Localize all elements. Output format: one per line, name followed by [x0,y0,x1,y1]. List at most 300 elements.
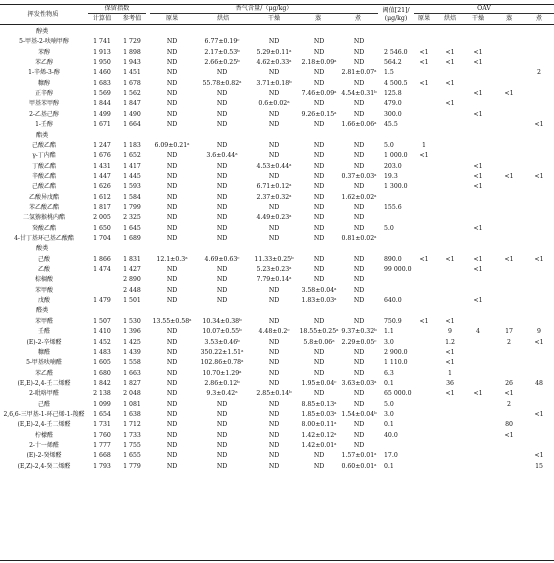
cell-oav-dry: <1 [473,224,483,232]
cell-content-raw: ND [166,338,178,346]
cell-compound: 苯乙醇 [34,59,53,67]
cell-content-roast: ND [216,431,228,439]
cell-content-dry: ND [268,462,280,470]
cell-ri-ref: 1 847 [123,100,141,108]
cell-compound: 1-辛烯-3-醇 [28,69,60,77]
header-method-dry: 干燥 [267,15,281,22]
cell-content-boil: ND [353,59,365,67]
cell-oav-roast: 9 [448,328,452,336]
cell-content-boil: ND [353,203,365,211]
cell-content-roast: 350.22±1.51ᵃ [200,348,244,356]
cell-ri-ref: 1 451 [123,69,141,77]
cell-oav-raw: <1 [419,59,429,67]
cell-content-dry: 5.29±0.11ᵃ [256,48,292,56]
cell-compound: (E,Z)-2,4-癸二烯醛 [17,462,71,470]
cell-content-steam: ND [313,452,325,460]
cell-ri-ref: 1 733 [123,431,141,439]
cell-content-steam: ND [313,203,325,211]
cell-content-raw: ND [166,276,178,284]
header-ri-calc: 计算值 [92,15,112,22]
cell-compound: 乙酸 [37,266,50,274]
cell-oav-roast: <1 [445,59,455,67]
cell-content-steam: ND [313,100,325,108]
cell-threshold: 2 900.0 [384,348,408,356]
cell-content-raw: ND [166,162,178,170]
header-bottom-rule [0,24,554,25]
cell-oav-boil: <1 [534,172,544,180]
cell-threshold: 125.8 [384,90,402,98]
cell-ri-ref: 1 562 [123,90,141,98]
cell-content-boil: 1.66±0.06ᵃ [341,121,377,129]
cell-ri-ref: 1 755 [123,442,141,449]
cell-content-roast: 3.6±0.44ᵃ [206,152,238,160]
cell-content-roast: 4.69±0.63ᶜ [204,255,240,263]
cell-content-steam: ND [313,348,325,356]
cell-content-raw: ND [166,172,178,180]
cell-content-boil: ND [353,224,365,232]
cell-ri-calc: 1 683 [93,79,111,87]
cell-content-dry: ND [268,141,280,149]
cell-threshold: 17.0 [384,452,398,460]
cell-ri-calc: 2 005 [93,214,111,222]
header-oav-steam: 蒸 [505,15,513,22]
cell-oav-boil: <1 [534,452,544,460]
cell-compound: 丁酸乙酯 [31,162,56,170]
cell-content-steam: ND [313,214,325,222]
cell-ri-calc: 1 680 [93,369,111,377]
cell-content-roast: ND [216,421,228,429]
cell-threshold: 640.0 [384,297,402,305]
header-aroma-content: 香气含量/（μg/kg） [235,5,293,12]
cell-oav-steam: <1 [504,390,514,398]
cell-compound: 癸酸乙酯 [31,224,56,232]
cell-content-dry: 6.71±0.12ᵃ [256,183,292,191]
group-title: 醇类 [36,28,49,35]
cell-content-boil: ND [353,141,365,149]
cell-compound: 1-壬醇 [35,121,53,129]
group-title: 醛类 [36,307,49,315]
cell-content-roast: 2.86±0.12ᵇ [204,379,240,387]
cell-oav-dry: <1 [473,266,483,274]
cell-compound: 己酸 [37,255,50,263]
cell-ri-ref: 1 427 [123,266,141,274]
cell-compound: 己酸乙酯 [31,141,56,149]
cell-oav-dry: 4 [476,328,480,336]
cell-content-steam: ND [313,183,325,191]
cell-content-boil: ND [353,348,365,356]
cell-ri-calc: 1 676 [93,152,111,160]
cell-compound: (E,E)-2,4-壬二烯醛 [17,379,71,387]
cell-threshold: 2 546.0 [384,48,408,56]
cell-oav-roast: <1 [445,48,455,56]
cell-compound: (E,E)-2,4-壬二烯醛 [17,421,71,429]
cell-content-roast: 10.70±1.29ᵃ [202,369,242,377]
cell-oav-roast: <1 [445,255,455,263]
cell-ri-ref: 1 417 [123,162,141,170]
cell-content-dry: ND [268,224,280,232]
cell-content-steam: 1.95±0.04ᶜ [301,379,337,387]
cell-threshold: 19.3 [384,172,398,180]
header-oav-raw: 原果 [417,15,431,22]
cell-ri-ref: 1 445 [123,172,141,180]
cell-content-roast: ND [216,452,228,460]
cell-content-dry: ND [268,317,280,325]
cell-ri-calc: 1 483 [93,348,111,356]
cell-content-roast: ND [216,203,228,211]
cell-oav-dry: <1 [473,255,483,263]
header-threshold: 阈值[21]/ [382,7,410,14]
cell-content-dry: ND [268,38,280,46]
cell-content-steam: 1.42±0.01ᵃ [301,442,337,449]
cell-compound: 己醛 [37,400,50,408]
cell-oav-boil: 48 [535,379,543,387]
cell-content-steam: 18.55±0.25ᵃ [299,328,339,336]
cell-ri-calc: 1 731 [93,421,111,429]
cell-ri-calc: 1 507 [93,317,111,325]
cell-ri-ref: 1 501 [123,297,141,305]
cell-threshold: 40.0 [384,431,398,439]
cell-content-roast: ND [216,141,228,149]
cell-content-raw: ND [166,369,178,377]
cell-content-steam: 1.42±0.12ᵃ [301,431,337,439]
cell-content-raw: ND [166,203,178,211]
cell-compound: 糠醇 [37,79,50,87]
cell-content-boil: 9.37±0.32ᵇ [341,328,377,336]
cell-threshold: 750.9 [384,317,402,325]
cell-content-dry: 4.53±0.44ᵃ [256,162,292,170]
cell-oav-steam: <1 [504,255,514,263]
cell-oav-steam: 80 [505,421,513,429]
cell-ri-ref: 1 663 [123,369,141,377]
cell-content-dry: ND [268,369,280,377]
cell-oav-steam: 2 [507,338,511,346]
cell-content-dry: 3.71±0.18ᵇ [256,79,292,87]
cell-threshold: 0.1 [384,379,394,387]
cell-ri-ref: 1 183 [123,141,141,149]
cell-ri-ref: 1 729 [123,38,141,46]
cell-content-dry: ND [268,410,280,418]
cell-ri-ref: 1 645 [123,224,141,232]
cell-ri-calc: 1 474 [93,266,111,274]
cell-content-roast: ND [216,183,228,191]
cell-compound: 2-十一烯醛 [29,442,59,449]
cell-ri-ref: 1 689 [123,235,141,242]
cell-content-boil: ND [353,276,365,284]
cell-content-boil: ND [353,38,365,46]
cell-ri-ref: 1 678 [123,79,141,87]
cell-content-steam: 8.85±0.13ᵃ [301,400,337,408]
cell-content-roast: 102.86±0.78ᵃ [200,359,244,367]
cell-oav-dry: <1 [473,183,483,191]
cell-content-steam: 2.18±0.09ᵃ [301,59,337,67]
header-retention-index: 保留指数 [104,5,130,12]
cell-content-boil: ND [353,359,365,367]
cell-ri-ref: 2 890 [123,276,141,284]
cell-content-raw: ND [166,348,178,356]
cell-oav-dry: <1 [473,390,483,398]
header-method-roast: 烘焙 [216,15,230,22]
cell-ri-calc: 1 950 [93,59,111,67]
cell-oav-roast: 1 [448,369,452,377]
cell-content-steam: ND [313,79,325,87]
cell-oav-raw: 1 [422,141,426,149]
group-title: 酸类 [36,245,49,253]
header-threshold-unit: (μg/kg) [384,15,408,22]
cell-compound: 正辛醇 [34,90,53,98]
cell-ri-calc: 1 605 [93,359,111,367]
cell-content-dry: ND [268,348,280,356]
cell-content-roast: 10.07±0.55ᵇ [202,328,242,336]
cell-content-boil: ND [353,183,365,191]
cell-oav-roast: <1 [445,317,455,325]
cell-content-dry: 2.85±0.14ᵇ [256,390,292,398]
cell-compound: 苯乙酸乙酯 [28,203,59,211]
cell-oav-roast: <1 [445,390,455,398]
cell-content-steam: ND [313,462,325,470]
cell-content-boil: ND [353,369,365,377]
cell-content-boil: ND [353,317,365,325]
cell-threshold: 1.1 [384,328,394,336]
cell-compound: 糠醛 [37,348,50,356]
cell-content-steam: ND [313,38,325,46]
cell-ri-ref: 1 396 [123,328,141,336]
cell-content-boil: ND [353,214,365,222]
cell-content-roast: ND [216,266,228,274]
cell-content-steam: ND [313,162,325,170]
cell-content-raw: ND [166,442,178,449]
cell-content-raw: ND [166,121,178,129]
cell-ri-calc: 1 499 [93,110,111,118]
cell-content-raw: ND [166,359,178,367]
cell-content-roast: ND [216,297,228,305]
cell-ri-ref: 1 593 [123,183,141,191]
cell-ri-ref: 2 048 [123,390,141,398]
cell-content-roast: ND [216,235,228,242]
cell-threshold: 1 000.0 [384,152,408,160]
cell-threshold: 1.5 [384,69,394,77]
cell-content-boil: 2.81±0.07ᵃ [341,69,377,77]
header-oav: OAV [477,5,491,12]
cell-content-raw: 13.55±0.58ᵃ [152,317,192,325]
cell-compound: 壬醛 [37,328,50,336]
cell-compound: 2-吡咯甲醛 [29,390,59,398]
cell-threshold: 890.0 [384,255,402,263]
cell-oav-roast: <1 [445,359,455,367]
cell-oav-roast: 36 [446,379,454,387]
cell-ri-ref: 1 799 [123,203,141,211]
cell-content-steam: ND [313,152,325,160]
cell-content-boil: 1.62±0.02ᵃ [341,193,377,201]
cell-content-dry: ND [268,359,280,367]
cell-ri-calc: 1 842 [93,379,111,387]
header-oav-roast: 烘焙 [443,15,457,22]
cell-threshold: 155.6 [384,203,402,211]
cell-threshold: 5.0 [384,400,394,408]
cell-content-dry: ND [268,121,280,129]
cell-content-boil: ND [353,100,365,108]
cell-threshold: 203.0 [384,162,402,170]
cell-compound: γ-丁内酯 [32,152,56,160]
cell-ri-calc: 1 817 [93,203,111,211]
header-method-raw: 原果 [165,15,179,22]
cell-ri-calc: 1 793 [93,462,111,470]
cell-oav-boil: <1 [534,338,544,346]
cell-ri-ref: 1 712 [123,421,141,429]
group-title: 酯类 [36,131,49,139]
cell-content-steam: ND [313,121,325,129]
cell-content-roast: ND [216,400,228,408]
cell-content-boil: ND [353,48,365,56]
cell-content-roast: 55.78±0.82ᵃ [202,79,242,87]
cell-threshold: 300.0 [384,110,402,118]
cell-content-roast: ND [216,90,228,98]
cell-ri-calc: 1 650 [93,224,111,232]
cell-content-raw: ND [166,214,178,222]
cell-ri-ref: 1 081 [123,400,141,408]
cell-content-raw: ND [166,69,178,77]
cell-content-dry: 5.23±0.23ᵃ [256,266,292,274]
cell-content-roast: ND [216,462,228,470]
cell-ri-calc: 1 569 [93,90,111,98]
cell-content-dry: ND [268,110,280,118]
cell-content-steam: 1.83±0.03ᵃ [301,297,337,305]
cell-content-raw: ND [166,152,178,160]
cell-ri-ref: 1 831 [123,255,141,263]
cell-content-roast: 6.77±0.19ᶜ [204,38,240,46]
cell-content-boil: ND [353,431,365,439]
cell-content-raw: ND [166,297,178,305]
cell-ri-ref: 1 558 [123,359,141,367]
cell-content-raw: ND [166,235,178,242]
cell-content-steam: ND [313,266,325,274]
cell-threshold: 1 110.0 [384,359,408,367]
cell-content-boil: ND [353,162,365,170]
header-compound: 挥发性物质 [27,11,59,18]
cell-content-steam: 1.85±0.03ᵃ [301,410,337,418]
cell-content-dry: ND [268,452,280,460]
cell-compound: (E)-2-辛烯醛 [26,338,62,346]
cell-content-raw: ND [166,431,178,439]
cell-compound: (E)-2-癸烯醛 [26,452,62,460]
cell-threshold: 3.0 [384,410,394,418]
cell-threshold: 479.0 [384,100,402,108]
cell-content-boil: ND [353,390,365,398]
cell-ri-calc: 2 138 [93,390,111,398]
cell-content-steam: ND [313,235,325,242]
cell-oav-dry: <1 [473,297,483,305]
cell-content-raw: ND [166,286,178,294]
cell-content-boil: 2.29±0.05ᶜ [341,338,377,346]
cell-ri-calc: 1 431 [93,162,111,170]
cell-oav-boil: <1 [534,121,544,129]
cell-threshold: 0.1 [384,421,394,429]
cell-ri-calc: 1 913 [93,48,111,56]
cell-content-steam: ND [313,224,325,232]
cell-content-steam: ND [313,48,325,56]
cell-content-raw: 12.1±0.3ᵃ [156,255,188,263]
cell-content-roast: ND [216,224,228,232]
cell-content-dry: ND [268,172,280,180]
cell-content-dry: ND [268,400,280,408]
cell-content-dry: ND [268,203,280,211]
cell-ri-ref: 1 652 [123,152,141,160]
cell-content-boil: 0.37±0.03ᵃ [341,172,377,180]
cell-content-raw: ND [166,110,178,118]
cell-content-roast: ND [216,100,228,108]
cell-oav-dry: <1 [473,90,483,98]
cell-content-roast: ND [216,110,228,118]
cell-compound: 苯甲酸 [34,286,53,294]
cell-content-raw: ND [166,183,178,191]
cell-content-raw: 6.09±0.21ᵃ [154,141,190,149]
header-ri-ref: 参考值 [122,15,142,22]
cell-ri-ref: 1 779 [123,462,141,470]
cell-content-roast: ND [216,172,228,180]
cell-content-dry: ND [268,421,280,429]
cell-content-boil: ND [353,79,365,87]
cell-content-boil: 4.54±0.31ᵇ [341,90,377,98]
cell-content-steam: ND [313,69,325,77]
cell-content-dry: ND [268,69,280,77]
cell-content-steam: 7.46±0.09ᵃ [301,90,337,98]
cell-content-dry: ND [268,431,280,439]
cell-oav-steam: <1 [504,90,514,98]
cell-oav-steam: <1 [504,172,514,180]
cell-content-roast: ND [216,214,228,222]
cell-compound: 二氢猕猴桃内酯 [22,214,65,222]
cell-oav-roast: <1 [445,79,455,87]
cell-content-roast: 9.3±0.42ᵃ [206,390,238,398]
cell-ri-ref: 2 325 [123,214,141,222]
cell-content-dry: 4.49±0.23ᵃ [256,214,292,222]
cell-oav-roast: <1 [445,100,455,108]
cell-oav-boil: 15 [535,462,543,470]
cell-ri-calc: 1 777 [93,442,111,449]
cell-content-roast: 10.34±0.38ᵇ [202,317,242,325]
header-method-steam: 蒸 [314,15,322,22]
cell-compound: 苯甲醛 [34,317,53,325]
cell-oav-raw: <1 [419,317,429,325]
cell-ri-ref: 1 943 [123,59,141,67]
cell-content-roast: ND [216,276,228,284]
cell-oav-raw: <1 [419,152,429,160]
cell-compound: 戊酸 [37,297,50,305]
cell-content-raw: ND [166,48,178,56]
cell-content-boil: ND [353,110,365,118]
cell-ri-ref: 1 530 [123,317,141,325]
cell-threshold: 6.3 [384,369,394,377]
cell-content-dry: ND [268,442,280,449]
cell-content-dry: ND [268,338,280,346]
cell-content-dry: 2.37±0.32ᵃ [256,193,292,201]
cell-content-steam: ND [313,255,325,263]
cell-ri-calc: 1 760 [93,431,111,439]
cell-ri-ref: 1 898 [123,48,141,56]
cell-content-steam: ND [313,390,325,398]
cell-content-raw: ND [166,452,178,460]
cell-compound: 5-甲基-2-呋喃甲醇 [19,38,69,46]
cell-compound: 柠檬醛 [34,431,53,439]
cell-compound: 棕榈酸 [34,276,53,284]
cell-ri-calc: 1 247 [93,141,111,149]
bottom-rule [0,560,554,561]
cell-content-boil: ND [353,152,365,160]
cell-content-boil: ND [353,266,365,274]
cell-oav-raw: <1 [419,48,429,56]
cell-content-dry: ND [268,90,280,98]
cell-content-raw: ND [166,379,178,387]
cell-ri-ref: 1 827 [123,379,141,387]
